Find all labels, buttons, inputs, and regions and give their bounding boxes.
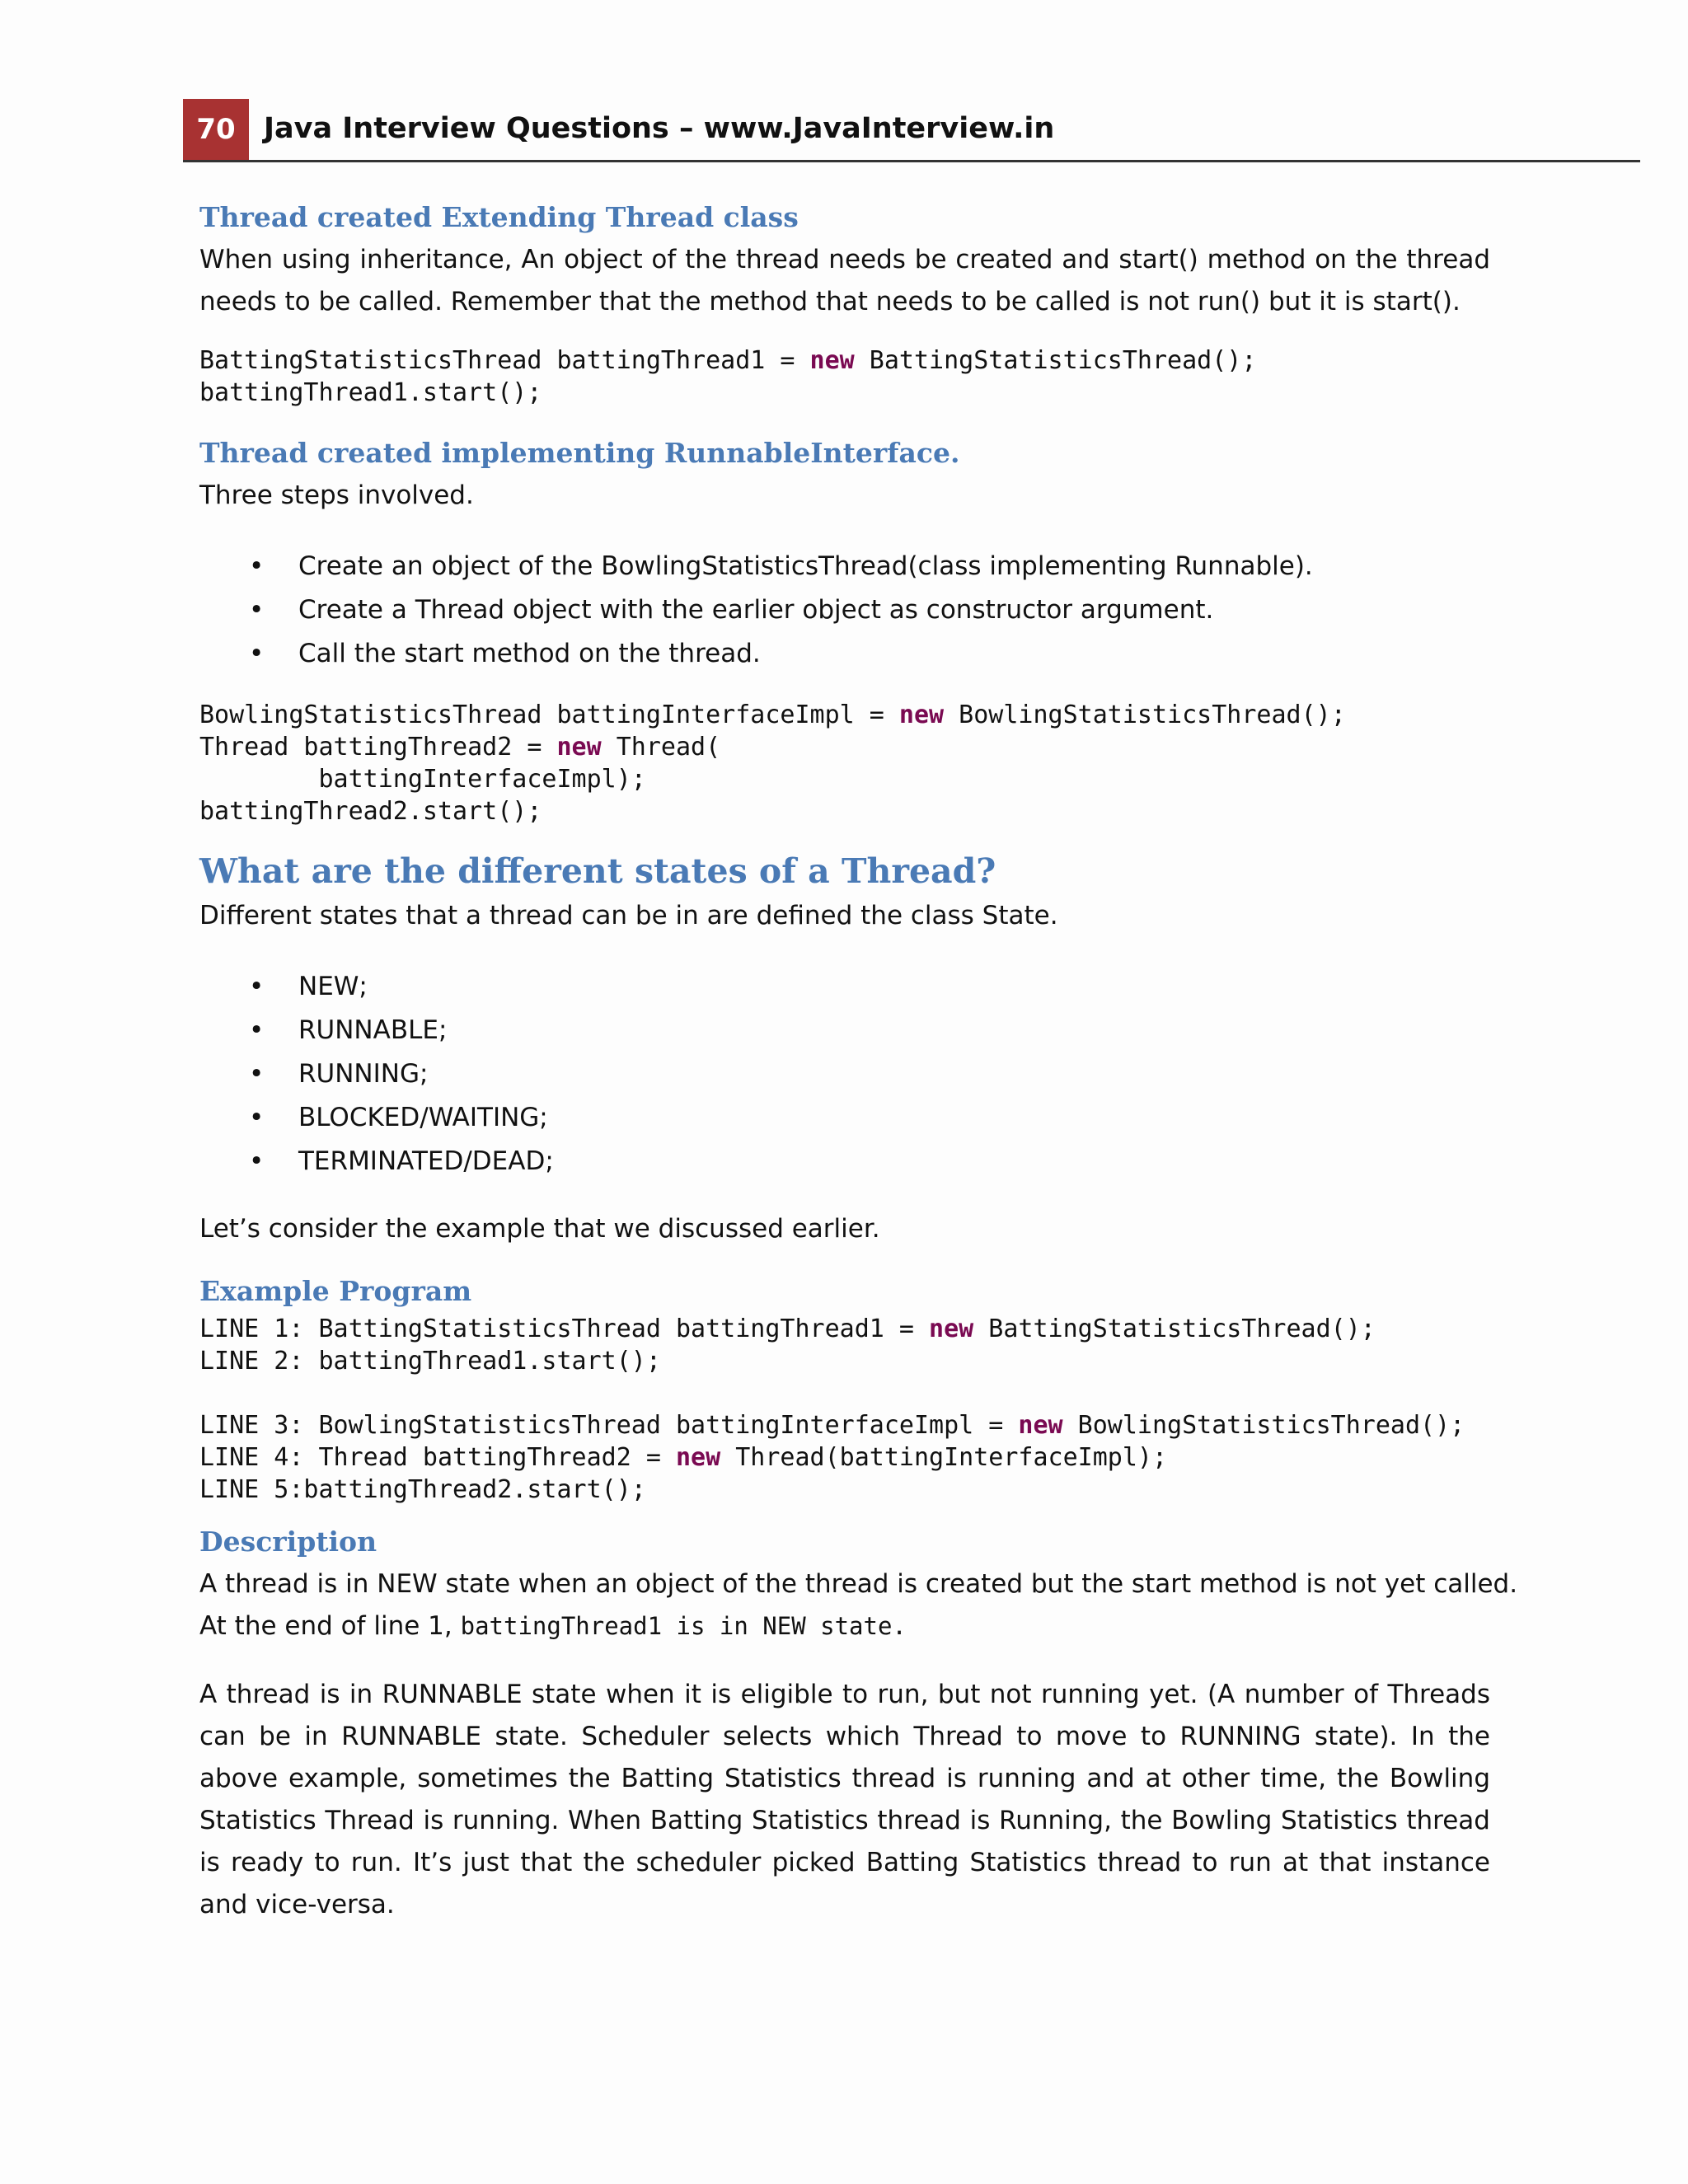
code-text: BowlingStatisticsThread battingInterfaceImpl = <box>199 701 899 729</box>
code-text: BattingStatisticsThread(); <box>854 346 1257 375</box>
header-title: Java Interview Questions – www.JavaInterview.in <box>264 112 1055 145</box>
bullet-icon: • <box>249 1103 265 1132</box>
code-keyword: new <box>809 346 855 375</box>
page-number-badge: 70 <box>183 99 249 160</box>
paragraph-runnable-state: A thread is in RUNNABLE state when it is eligible to run, but not running yet. (A number of Threads can be in RUNNABLE state. Scheduler selects which Thread to move to RUNNING state). In the above example, sometimes the Batting Statistics thread is running and at other time, the Bowling Statistics Thread is running. When Batting Statistics thread is Running, the Bowling Statistics thread is ready to run. It’s just that the scheduler picked Batting Statistics thread to run at that instance and vice-versa. <box>199 1680 1490 1919</box>
code-line <box>199 1441 1490 1474</box>
code-line: LINE 5:battingThread2.start(); <box>199 1475 646 1504</box>
code-line <box>199 1409 1490 1441</box>
code-keyword: new <box>898 701 945 729</box>
paragraph-states-intro: Different states that a thread can be in are defined the class State. <box>199 901 1058 930</box>
list-item-text: RUNNABLE; <box>298 1015 448 1045</box>
page-header <box>183 99 1640 160</box>
paragraph-text: At the end of line 1, <box>199 1611 461 1641</box>
bullet-icon: • <box>249 639 265 668</box>
list-item <box>199 1140 1490 1183</box>
list-item-text: Create a Thread object with the earlier object as constructor argument. <box>298 595 1214 625</box>
list-item <box>199 965 1490 1009</box>
inline-code: battingThread1 is in NEW state. <box>460 1612 907 1640</box>
code-text: BattingStatisticsThread battingThread1 = <box>199 346 810 375</box>
code-keyword: new <box>675 1443 721 1472</box>
list-item <box>199 1009 1490 1052</box>
code-block-runnable <box>199 699 1490 827</box>
bullet-icon: • <box>249 1146 265 1176</box>
paragraph-inheritance: When using inheritance, An object of the thread needs be created and start() method on the thread needs to be called. Remember that the method that needs to be called is not run() but it is start(). <box>199 245 1490 316</box>
list-item-text: Call the start method on the thread. <box>298 639 761 668</box>
code-keyword: new <box>1018 1411 1063 1440</box>
code-text: Thread battingThread2 = <box>199 733 557 762</box>
code-line: battingInterfaceImpl); <box>199 765 646 794</box>
code-block-example <box>199 1313 1490 1506</box>
code-line: battingThread2.start(); <box>199 797 542 826</box>
bullet-icon: • <box>249 1059 265 1089</box>
heading-example-program: Example Program <box>199 1275 472 1307</box>
steps-list <box>199 545 1490 676</box>
page-content <box>199 196 1518 1926</box>
paragraph-three-steps: Three steps involved. <box>199 480 474 510</box>
code-line <box>199 344 1490 377</box>
list-item-text: TERMINATED/DEAD; <box>298 1146 554 1176</box>
bullet-icon: • <box>249 551 265 581</box>
list-item-text: Create an object of the BowlingStatisticsThread(class implementing Runnable). <box>298 551 1313 581</box>
code-text: Thread( <box>601 733 721 762</box>
paragraph-new-state: A thread is in NEW state when an object of the thread is created but the start method is not yet called. <box>199 1569 1518 1599</box>
paragraph-consider-example: Let’s consider the example that we discussed earlier. <box>199 1214 880 1244</box>
bullet-icon: • <box>249 972 265 1001</box>
list-item <box>199 1052 1490 1096</box>
list-item-text: BLOCKED/WAITING; <box>298 1103 548 1132</box>
code-text: LINE 1: BattingStatisticsThread battingThread1 = <box>199 1315 930 1343</box>
paragraph-new-state-line2 <box>199 1605 1490 1647</box>
code-block-extending <box>199 344 1490 409</box>
code-text: Thread(battingInterfaceImpl); <box>720 1443 1168 1472</box>
heading-thread-states: What are the different states of a Thread? <box>199 851 996 891</box>
code-keyword: new <box>556 733 602 762</box>
list-item <box>199 588 1490 632</box>
list-item <box>199 545 1490 588</box>
code-line <box>199 699 1490 731</box>
heading-description: Description <box>199 1526 377 1558</box>
states-list <box>199 965 1490 1183</box>
code-text: BowlingStatisticsThread(); <box>1062 1411 1465 1440</box>
bullet-icon: • <box>249 1015 265 1045</box>
list-item-text: RUNNING; <box>298 1059 429 1089</box>
list-item <box>199 632 1490 676</box>
code-text: LINE 3: BowlingStatisticsThread battingInterfaceImpl = <box>199 1411 1019 1440</box>
code-text: BattingStatisticsThread(); <box>973 1315 1376 1343</box>
code-line: LINE 2: battingThread1.start(); <box>199 1347 661 1376</box>
list-item-text: NEW; <box>298 972 368 1001</box>
list-item <box>199 1096 1490 1140</box>
heading-runnable: Thread created implementing RunnableInterface. <box>199 437 960 469</box>
header-rule <box>183 160 1640 162</box>
code-line: battingThread1.start(); <box>199 378 542 407</box>
code-line <box>199 731 1490 763</box>
code-text: BowlingStatisticsThread(); <box>944 701 1346 729</box>
heading-extending-thread: Thread created Extending Thread class <box>199 201 799 233</box>
code-keyword: new <box>929 1315 974 1343</box>
code-text: LINE 4: Thread battingThread2 = <box>199 1443 676 1472</box>
code-line <box>199 1313 1490 1345</box>
bullet-icon: • <box>249 595 265 625</box>
